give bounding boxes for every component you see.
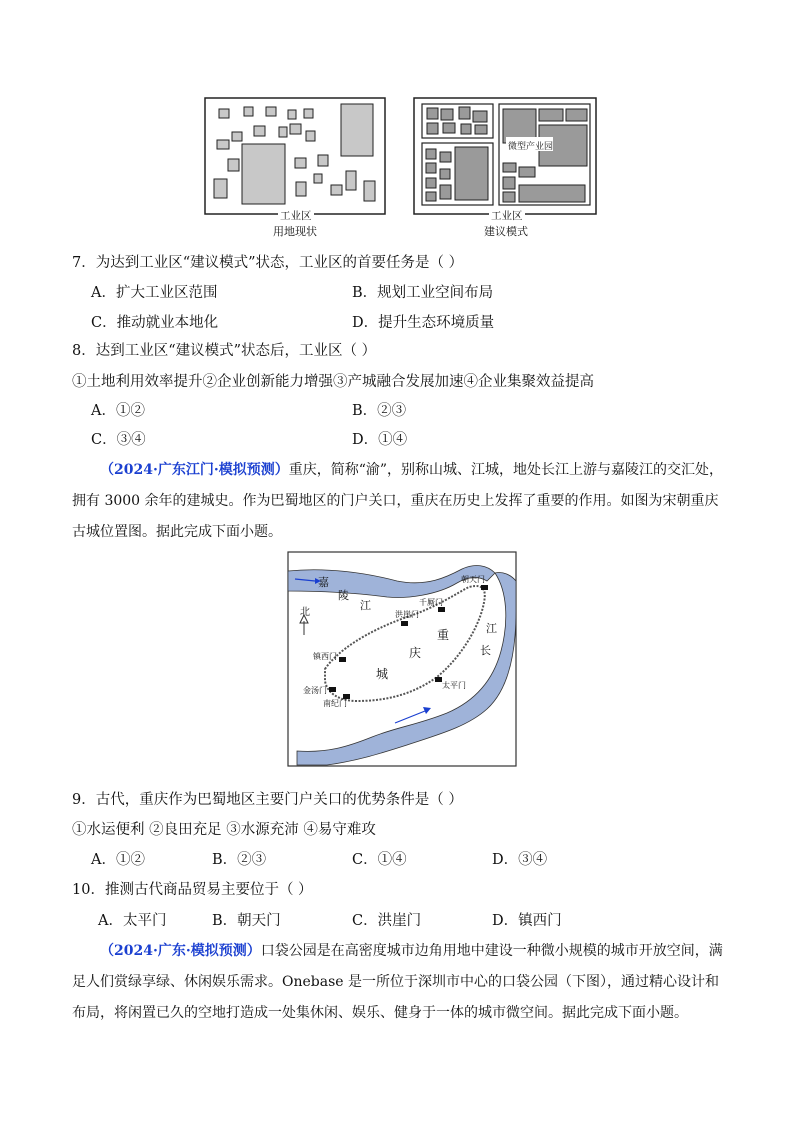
map-label-jiang-yangtze: 江 xyxy=(486,622,497,635)
q9-items: ①水运便利 ②良田充足 ③水源充沛 ④易守难攻 xyxy=(72,822,376,838)
map-label-jia: 嘉 xyxy=(318,576,329,589)
left-figure-caption: 用地现状 xyxy=(273,225,317,238)
passage-chongqing-source: （2024·广东江门·模拟预测） xyxy=(100,462,289,478)
map-label-chong: 重 xyxy=(437,628,450,642)
gate-label-hongyamen: 洪崖门 xyxy=(395,610,419,619)
q9-option-c[interactable]: C．①④ xyxy=(352,852,407,868)
gate-label-taipingmen: 太平门 xyxy=(442,681,466,690)
q10-option-c[interactable]: C．洪崖门 xyxy=(352,913,422,929)
land-use-figure-left xyxy=(204,97,386,217)
gate-marker xyxy=(401,621,408,626)
q7-option-a[interactable]: A．扩大工业区范围 xyxy=(91,285,218,301)
gate-label-zhenximen: 镇西门 xyxy=(313,652,337,661)
q7-option-d[interactable]: D．提升生态环境质量 xyxy=(352,315,495,331)
q9-option-a[interactable]: A．①② xyxy=(91,852,145,868)
gate-label-nanjimen: 南纪门 xyxy=(323,699,347,708)
q10-stem: 10．推测古代商品贸易主要位于（ ） xyxy=(72,882,313,898)
passage-pocket-park xyxy=(72,936,732,1029)
gate-label-qiansimen: 千厮门 xyxy=(419,598,443,607)
gate-marker xyxy=(481,585,488,590)
q8-option-a[interactable]: A．①② xyxy=(91,403,145,419)
passage-pocket-park-text: 口袋公园是在高密度城市边角用地中建设一种微小规模的城市开放空间，满足人们赏绿享绿、休闲娱乐需求。Onebase 是一所位于深圳市中心的口袋公园（下图），通过精心设计和布局，将闲置已久的空地打造成一处集休闲、娱乐、健身于一体的城市微空间。据此完成下面小题。 xyxy=(72,943,723,1021)
q10-option-d[interactable]: D．镇西门 xyxy=(492,913,562,929)
map-label-ling: 陵 xyxy=(338,589,349,602)
q9-option-d[interactable]: D．③④ xyxy=(492,852,548,868)
q7-option-c[interactable]: C．推动就业本地化 xyxy=(91,315,219,331)
passage-chongqing-text: 重庆，简称“渝”，别称山城、江城，地处长江上游与嘉陵江的交汇处，拥有 3000 余年的建城史。作为巴蜀地区的门户关口，重庆在历史上发挥了重要的作用。如图为宋朝重庆古城位置图。据此完成下面小题。 xyxy=(72,462,724,540)
gate-label-chaotianmen: 朝天门 xyxy=(461,575,485,584)
q9-stem: 9．古代，重庆作为巴蜀地区主要门户关口的优势条件是（ ） xyxy=(72,792,463,808)
right-zone-label: 工业区 xyxy=(491,210,523,222)
q7-option-b[interactable]: B．规划工业空间布局 xyxy=(352,285,494,301)
passage-pocket-park-source: （2024·广东·模拟预测） xyxy=(100,943,261,959)
q8-option-c[interactable]: C．③④ xyxy=(91,432,146,448)
map-label-cheng: 城 xyxy=(376,667,389,681)
q10-option-b[interactable]: B．朝天门 xyxy=(212,913,281,929)
land-use-figure-right xyxy=(413,97,597,217)
gate-marker xyxy=(435,677,442,682)
map-north-label: 北 xyxy=(300,607,310,618)
gate-label-jintangmen: 金汤门 xyxy=(303,686,327,695)
right-figure-caption: 建议模式 xyxy=(484,225,528,238)
micro-industrial-park-label: 微型产业园 xyxy=(508,142,554,152)
q8-option-d[interactable]: D．①④ xyxy=(352,432,408,448)
q10-option-a[interactable]: A．太平门 xyxy=(98,913,167,929)
passage-chongqing xyxy=(72,455,732,548)
gate-marker xyxy=(329,687,336,692)
q9-option-b[interactable]: B．②③ xyxy=(212,852,267,868)
map-label-jiang-jialing: 江 xyxy=(360,599,371,612)
left-zone-label: 工业区 xyxy=(280,210,312,222)
gate-marker xyxy=(339,657,346,662)
map-label-qing: 庆 xyxy=(409,646,422,660)
map-label-chang: 长 xyxy=(480,644,491,657)
q8-stem: 8．达到工业区“建议模式”状态后，工业区（ ） xyxy=(72,343,377,359)
q8-items: ①土地利用效率提升②企业创新能力增强③产城融合发展加速④企业集聚效益提高 xyxy=(72,374,594,390)
q7-stem: 7．为达到工业区“建议模式”状态，工业区的首要任务是（ ） xyxy=(72,255,464,271)
q8-option-b[interactable]: B．②③ xyxy=(352,403,407,419)
